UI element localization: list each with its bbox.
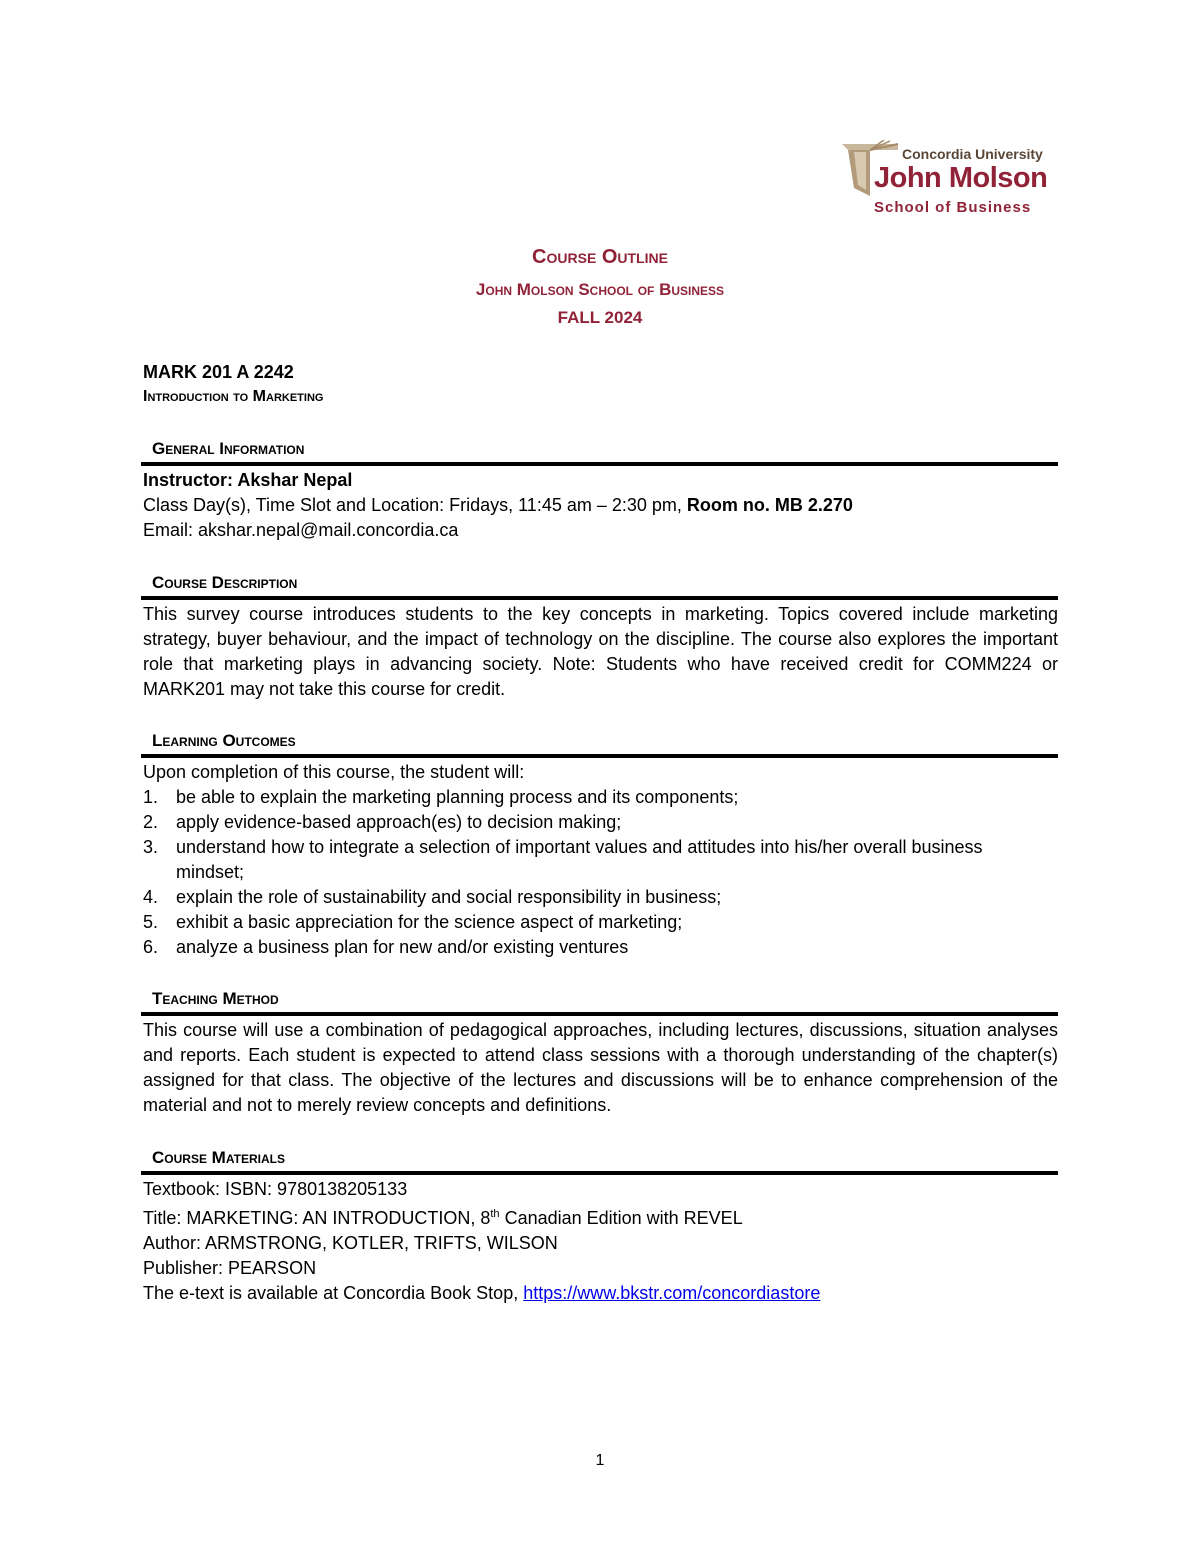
room: Room no. MB 2.270 (686, 495, 853, 515)
teaching-heading: Teaching Method (152, 989, 279, 1008)
doc-school: John Molson School of Business (475, 280, 725, 299)
list-item (143, 810, 1058, 835)
description-text: This survey course introduces students to the key concepts in marketing. Topics covered include marketing strategy, buyer behaviour, and the impact of technology on the discipline. The course also explores the important role that marketing plays in advancing society. Note: Students who have received credit for COMM224 or MARK201 may not take this course for credit. (143, 604, 1058, 699)
textbook-isbn: Textbook: ISBN: 9780138205133 (143, 1179, 408, 1199)
item-text: analyze a business plan for new and/or existing ventures (176, 937, 629, 957)
list-item (143, 835, 1006, 885)
outcomes-list (143, 785, 1058, 960)
item-number: 4. (143, 887, 159, 907)
section-rule (141, 596, 1058, 600)
title-prefix: Title: MARKETING: AN INTRODUCTION, 8 (143, 1208, 491, 1228)
general-heading: General Information (152, 439, 305, 458)
concordia-jmsb-logo (840, 140, 1060, 220)
item-number: 6. (143, 937, 159, 957)
etext-line (143, 1281, 1058, 1306)
outcomes-heading: Learning Outcomes (152, 731, 296, 750)
class-line: Class Day(s), Time Slot and Location: Fridays, 11:45 am – 2:30 pm, (143, 495, 687, 515)
section-rule (141, 1171, 1058, 1175)
outcomes-block (143, 760, 1058, 960)
teaching-text: This course will use a combination of pedagogical approaches, including lectures, discussions, situation analyses and reports. Each student is expected to attend class sessions with a thorough understanding of the chapter(s) assigned for that class. The objective of the lectures and discussions will be to enhance comprehension of the material and not to merely review concepts and definitions. (143, 1020, 1058, 1115)
item-text: apply evidence-based approach(es) to decision making; (176, 812, 622, 832)
description-heading: Course Description (152, 573, 298, 592)
item-text: be able to explain the marketing planning process and its components; (176, 787, 739, 807)
item-text: explain the role of sustainability and social responsibility in business; (176, 887, 722, 907)
class-schedule (143, 493, 1058, 518)
section-rule (141, 462, 1058, 466)
textbook-title (143, 1202, 1058, 1231)
item-text: exhibit a basic appreciation for the science aspect of marketing; (176, 912, 683, 932)
item-number: 1. (143, 787, 159, 807)
section-rule (141, 754, 1058, 758)
list-item (143, 935, 1058, 960)
bookstore-link[interactable]: https://www.bkstr.com/concordiastore (523, 1283, 821, 1303)
item-text: understand how to integrate a selection of important values and attitudes into his/her overall business mindset; (176, 837, 983, 882)
page-number: 1 (595, 1452, 605, 1469)
list-item (143, 885, 1058, 910)
title-suffix: Canadian Edition with REVEL (499, 1208, 743, 1228)
item-number: 5. (143, 912, 159, 932)
instructor: Instructor: Akshar Nepal (143, 470, 353, 490)
email: Email: akshar.nepal@mail.concordia.ca (143, 520, 459, 540)
materials-heading: Course Materials (152, 1148, 285, 1167)
title-sup: th (490, 1208, 500, 1220)
logo-school: School of Business (874, 199, 1032, 216)
logo-university: Concordia University (902, 146, 1043, 162)
materials-block (143, 1177, 1058, 1306)
list-item (143, 910, 1058, 935)
general-info (143, 468, 1058, 543)
course-name: Introduction to Marketing (143, 388, 324, 405)
textbook-author: Author: ARMSTRONG, KOTLER, TRIFTS, WILSON (143, 1233, 558, 1253)
etext-prefix: The e-text is available at Concordia Book Stop, (143, 1283, 524, 1303)
item-number: 3. (143, 837, 159, 857)
logo-name: John Molson (874, 162, 1048, 194)
textbook-publisher: Publisher: PEARSON (143, 1258, 317, 1278)
course-code: MARK 201 A 2242 (143, 362, 294, 382)
doc-title: Course Outline (532, 246, 668, 268)
item-number: 2. (143, 812, 159, 832)
doc-term: FALL 2024 (557, 308, 643, 327)
section-rule (141, 1012, 1058, 1016)
list-item (143, 785, 1058, 810)
outcomes-intro: Upon completion of this course, the student will: (143, 762, 525, 782)
